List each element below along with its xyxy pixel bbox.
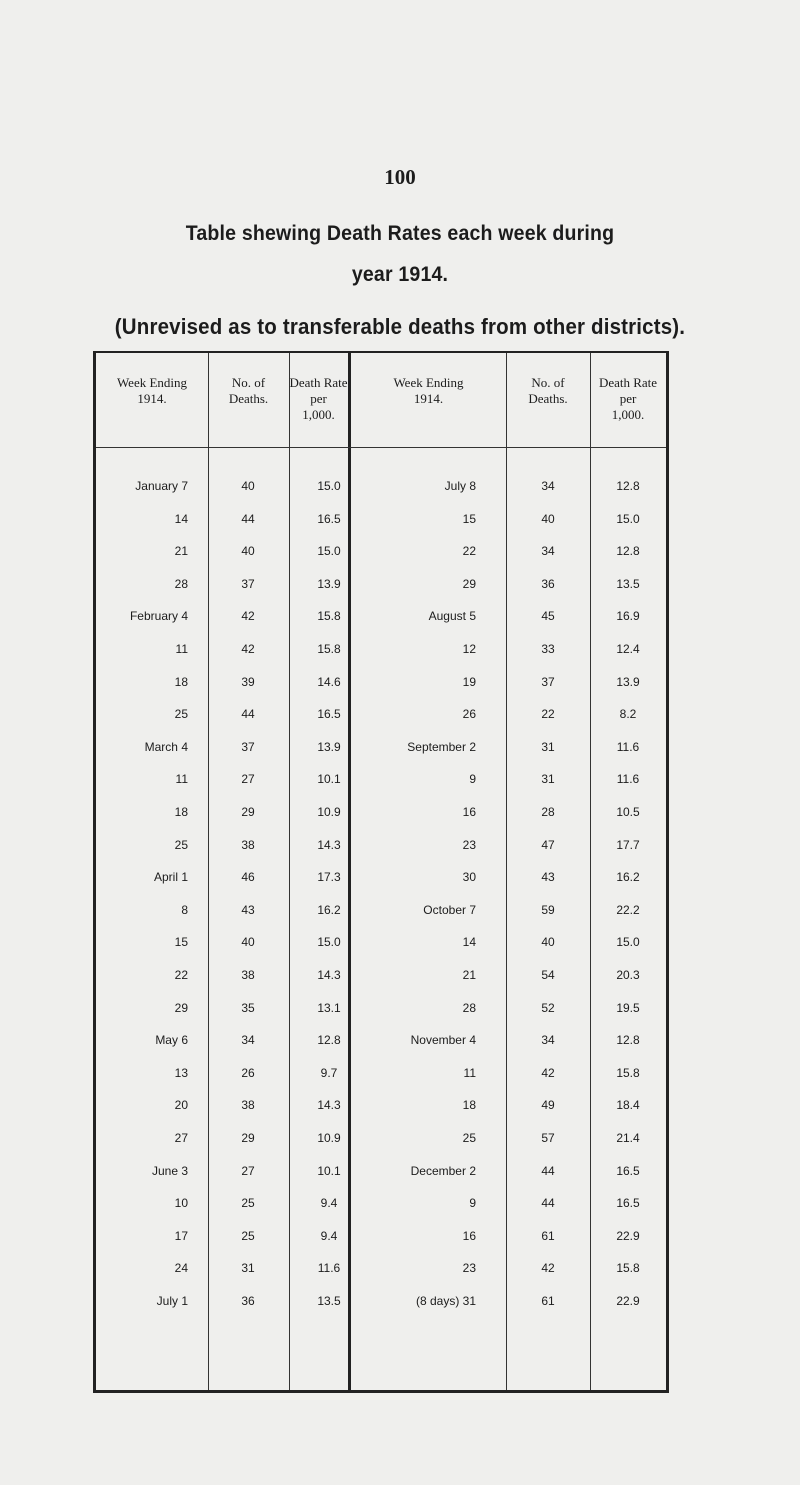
week-ending-right-cell: 26 <box>462 707 476 722</box>
deaths-left-cell: 35 <box>241 1000 255 1015</box>
deaths-right-cell: 49 <box>541 1098 555 1113</box>
table-title: Table shewing Death Rates each week during <box>185 222 615 245</box>
week-ending-right-cell: (8 days) 31 <box>415 1294 476 1308</box>
week-ending-left-cell: 17 <box>174 1228 188 1243</box>
week-ending-right-cell: September 2 <box>407 739 476 754</box>
death-rate-left-cell: 13.9 <box>317 576 341 591</box>
week-ending-left-cell: July 1 <box>156 1294 188 1308</box>
deaths-left-cell: 38 <box>241 837 255 852</box>
death-rate-left-cell: 10.9 <box>317 1131 341 1145</box>
deaths-right-cell: 34 <box>541 544 555 559</box>
deaths-right-cell: 44 <box>541 1196 555 1211</box>
death-rate-left-cell: 13.9 <box>317 739 341 754</box>
death-rate-right-cell: 16.5 <box>616 1196 640 1211</box>
page-number: 100 <box>384 165 416 189</box>
week-ending-left-cell: 28 <box>174 576 188 591</box>
week-ending-left-cell: 25 <box>174 707 188 722</box>
deaths-right-cell: 57 <box>541 1131 555 1145</box>
week-ending-right-cell: July 8 <box>444 479 476 493</box>
deaths-right-cell: 28 <box>541 805 555 819</box>
week-ending-left-cell: 27 <box>174 1131 188 1145</box>
deaths-right-cell: 34 <box>541 479 555 493</box>
deaths-left-cell: 34 <box>241 1033 255 1048</box>
header-divider <box>96 447 666 448</box>
header-text: 1,000. <box>611 407 645 422</box>
deaths-left-cell: 27 <box>241 772 255 787</box>
week-ending-left-cell: 11 <box>175 772 188 787</box>
week-ending-left-cell: 13 <box>174 1065 188 1080</box>
week-ending-left-cell: 29 <box>174 1000 188 1015</box>
week-ending-left-cell: June 3 <box>151 1163 188 1178</box>
death-rate-left-cell: 9.7 <box>320 1065 338 1080</box>
week-ending-right-cell: 21 <box>462 968 476 982</box>
death-rate-right-cell: 12.4 <box>616 642 640 656</box>
header-text: 1914. <box>137 391 167 406</box>
death-rate-right-cell: 19.5 <box>616 1000 640 1015</box>
week-ending-left-cell: 8 <box>181 902 188 917</box>
death-rate-right-cell: 12.8 <box>616 1033 640 1048</box>
week-ending-left-cell: 18 <box>174 805 188 819</box>
week-ending-right-cell: 23 <box>462 837 476 852</box>
week-ending-right-cell: 22 <box>462 544 476 559</box>
deaths-left-cell: 40 <box>241 935 255 950</box>
death-rate-left-cell: 11.6 <box>317 1261 341 1276</box>
week-ending-right-cell: 16 <box>462 1228 476 1243</box>
death-rate-left-cell: 10.1 <box>317 772 341 787</box>
death-rate-left-cell: 16.5 <box>317 707 341 722</box>
death-rate-right-cell: 13.9 <box>616 674 640 689</box>
week-ending-right-cell: 14 <box>462 935 476 950</box>
deaths-right-cell: 37 <box>541 674 555 689</box>
deaths-left-cell: 42 <box>241 642 255 656</box>
deaths-right-cell: 42 <box>541 1261 555 1276</box>
death-rate-left-cell: 16.2 <box>317 902 341 917</box>
death-rate-right-cell: 22.2 <box>616 902 640 917</box>
deaths-right-cell: 54 <box>541 968 555 982</box>
week-ending-right-cell: October 7 <box>423 902 476 917</box>
deaths-left-cell: 40 <box>241 479 255 493</box>
death-rate-right-cell: 13.5 <box>616 576 640 591</box>
death-rate-left-cell: 14.6 <box>317 674 341 689</box>
table-title-year: year 1914. <box>351 263 449 286</box>
death-rate-right-cell: 15.0 <box>616 935 640 950</box>
week-ending-right-cell: November 4 <box>410 1033 476 1048</box>
deaths-left-cell: 40 <box>241 544 255 559</box>
header-text: Week Ending <box>116 375 188 390</box>
deaths-left-cell: 44 <box>241 511 255 526</box>
deaths-right-cell: 61 <box>541 1294 555 1308</box>
deaths-left-cell: 29 <box>241 805 255 819</box>
week-ending-left-cell: March 4 <box>144 739 188 754</box>
week-ending-left-cell: 10 <box>174 1196 188 1211</box>
deaths-left-cell: 37 <box>241 739 255 754</box>
deaths-right-cell: 22 <box>541 707 555 722</box>
death-rate-left-cell: 15.8 <box>317 609 341 624</box>
header-text: Death Rate <box>289 375 348 390</box>
week-ending-left-cell: 25 <box>174 837 188 852</box>
week-ending-right-cell: 11 <box>463 1065 476 1080</box>
deaths-left-cell: 31 <box>241 1261 255 1276</box>
header-rate-left <box>289 375 348 423</box>
death-rate-left-cell: 14.3 <box>317 968 341 982</box>
header-text: Death Rate <box>598 375 658 390</box>
table-subtitle: (Unrevised as to transferable deaths from other districts). <box>114 314 686 339</box>
death-rate-left-cell: 15.0 <box>317 935 341 950</box>
week-ending-left-cell: 22 <box>174 968 188 982</box>
header-week-ending-right <box>351 375 506 407</box>
death-rate-right-cell: 22.9 <box>616 1294 640 1308</box>
week-ending-left-cell: 21 <box>174 544 188 559</box>
death-rate-left-cell: 12.8 <box>317 1033 341 1048</box>
deaths-right-cell: 40 <box>541 511 555 526</box>
deaths-left-cell: 37 <box>241 576 255 591</box>
deaths-left-cell: 44 <box>241 707 255 722</box>
week-ending-right-cell: 18 <box>462 1098 476 1113</box>
deaths-right-cell: 59 <box>541 902 555 917</box>
deaths-left-cell: 29 <box>241 1131 255 1145</box>
deaths-right-cell: 45 <box>541 609 555 624</box>
death-rate-right-cell: 22.9 <box>616 1228 640 1243</box>
header-text: 1,000. <box>302 407 335 422</box>
week-ending-left-cell: May 6 <box>155 1033 188 1048</box>
header-text: No. of <box>531 375 565 390</box>
death-rate-right-cell: 16.5 <box>616 1163 640 1178</box>
deaths-right-cell: 33 <box>541 642 555 656</box>
week-ending-right-cell: 28 <box>462 1000 476 1015</box>
week-ending-left-cell: 15 <box>174 935 188 950</box>
header-text: per <box>310 391 327 406</box>
week-ending-right-cell: 15 <box>462 511 476 526</box>
death-rate-right-cell: 11.6 <box>616 772 640 787</box>
week-ending-right-cell: 29 <box>462 576 476 591</box>
deaths-right-cell: 36 <box>541 576 555 591</box>
deaths-left-cell: 38 <box>241 968 255 982</box>
death-rate-left-cell: 13.5 <box>317 1294 341 1308</box>
deaths-left-cell: 36 <box>241 1294 255 1308</box>
week-ending-right-cell: 30 <box>462 870 476 885</box>
death-rate-right-cell: 16.2 <box>616 870 640 885</box>
death-rate-left-cell: 10.9 <box>317 805 341 819</box>
deaths-right-cell: 42 <box>541 1065 555 1080</box>
header-deaths-right <box>506 375 590 407</box>
death-rate-right-cell: 12.8 <box>616 544 640 559</box>
week-ending-left-cell: January 7 <box>135 479 188 493</box>
header-text: Week Ending <box>393 375 464 390</box>
deaths-right-cell: 43 <box>541 870 555 885</box>
header-text: 1914. <box>413 391 444 406</box>
death-rate-right-cell: 15.0 <box>616 511 640 526</box>
deaths-left-cell: 26 <box>241 1065 255 1080</box>
death-rate-left-cell: 15.8 <box>317 642 341 656</box>
deaths-right-cell: 44 <box>541 1163 555 1178</box>
header-text: Deaths. <box>528 391 568 406</box>
death-rate-left-cell: 15.0 <box>317 544 341 559</box>
deaths-right-cell: 31 <box>541 739 555 754</box>
death-rate-left-cell: 14.3 <box>317 837 341 852</box>
deaths-right-cell: 34 <box>541 1033 555 1048</box>
death-rate-right-cell: 15.8 <box>616 1065 640 1080</box>
deaths-left-cell: 42 <box>241 609 255 624</box>
header-text: No. of <box>231 375 266 390</box>
death-rate-right-cell: 18.4 <box>616 1098 640 1113</box>
death-rates-table <box>93 351 669 1393</box>
death-rate-right-cell: 12.8 <box>616 479 640 493</box>
week-ending-right-cell: August 5 <box>428 609 476 624</box>
week-ending-right-cell: 25 <box>462 1131 476 1145</box>
deaths-left-cell: 25 <box>241 1228 255 1243</box>
deaths-left-cell: 39 <box>241 674 255 689</box>
week-ending-right-cell: December 2 <box>410 1163 476 1178</box>
death-rate-right-cell: 17.7 <box>616 837 640 852</box>
week-ending-right-cell: 9 <box>469 772 476 787</box>
deaths-left-cell: 43 <box>241 902 255 917</box>
deaths-left-cell: 38 <box>241 1098 255 1113</box>
death-rate-left-cell: 9.4 <box>320 1196 338 1211</box>
deaths-right-cell: 31 <box>541 772 555 787</box>
week-ending-left-cell: April 1 <box>153 870 188 885</box>
deaths-right-cell: 61 <box>541 1228 555 1243</box>
week-ending-right-cell: 16 <box>462 805 476 819</box>
week-ending-left-cell: 24 <box>174 1261 188 1276</box>
week-ending-left-cell: 11 <box>175 642 188 656</box>
header-text: per <box>619 391 637 406</box>
deaths-right-cell: 40 <box>541 935 555 950</box>
header-deaths-left <box>208 375 289 407</box>
deaths-left-cell: 46 <box>241 870 255 885</box>
week-ending-right-cell: 9 <box>469 1196 476 1211</box>
death-rate-right-cell: 15.8 <box>616 1261 640 1276</box>
death-rate-left-cell: 15.0 <box>317 479 341 493</box>
death-rate-left-cell: 10.1 <box>317 1163 341 1178</box>
deaths-left-cell: 25 <box>241 1196 255 1211</box>
deaths-right-cell: 52 <box>541 1000 555 1015</box>
week-ending-left-cell: 14 <box>174 511 188 526</box>
death-rate-left-cell: 14.3 <box>317 1098 341 1113</box>
header-week-ending-left <box>96 375 208 407</box>
header-rate-right <box>590 375 666 423</box>
death-rate-right-cell: 20.3 <box>616 968 640 982</box>
death-rate-left-cell: 13.1 <box>317 1000 341 1015</box>
week-ending-left-cell: 20 <box>174 1098 188 1113</box>
death-rate-right-cell: 16.9 <box>616 609 640 624</box>
death-rate-right-cell: 11.6 <box>616 739 640 754</box>
death-rate-left-cell: 17.3 <box>317 870 341 885</box>
week-ending-right-cell: 12 <box>462 642 476 656</box>
death-rate-left-cell: 9.4 <box>320 1228 338 1243</box>
week-ending-left-cell: February 4 <box>129 609 188 624</box>
death-rate-right-cell: 21.4 <box>616 1131 640 1145</box>
week-ending-right-cell: 23 <box>462 1261 476 1276</box>
deaths-right-cell: 47 <box>541 837 555 852</box>
death-rate-right-cell: 8.2 <box>619 707 637 722</box>
death-rate-right-cell: 10.5 <box>616 805 640 819</box>
death-rate-left-cell: 16.5 <box>317 511 341 526</box>
header-text: Deaths. <box>228 391 269 406</box>
week-ending-left-cell: 18 <box>174 674 188 689</box>
week-ending-right-cell: 19 <box>462 674 476 689</box>
deaths-left-cell: 27 <box>241 1163 255 1178</box>
